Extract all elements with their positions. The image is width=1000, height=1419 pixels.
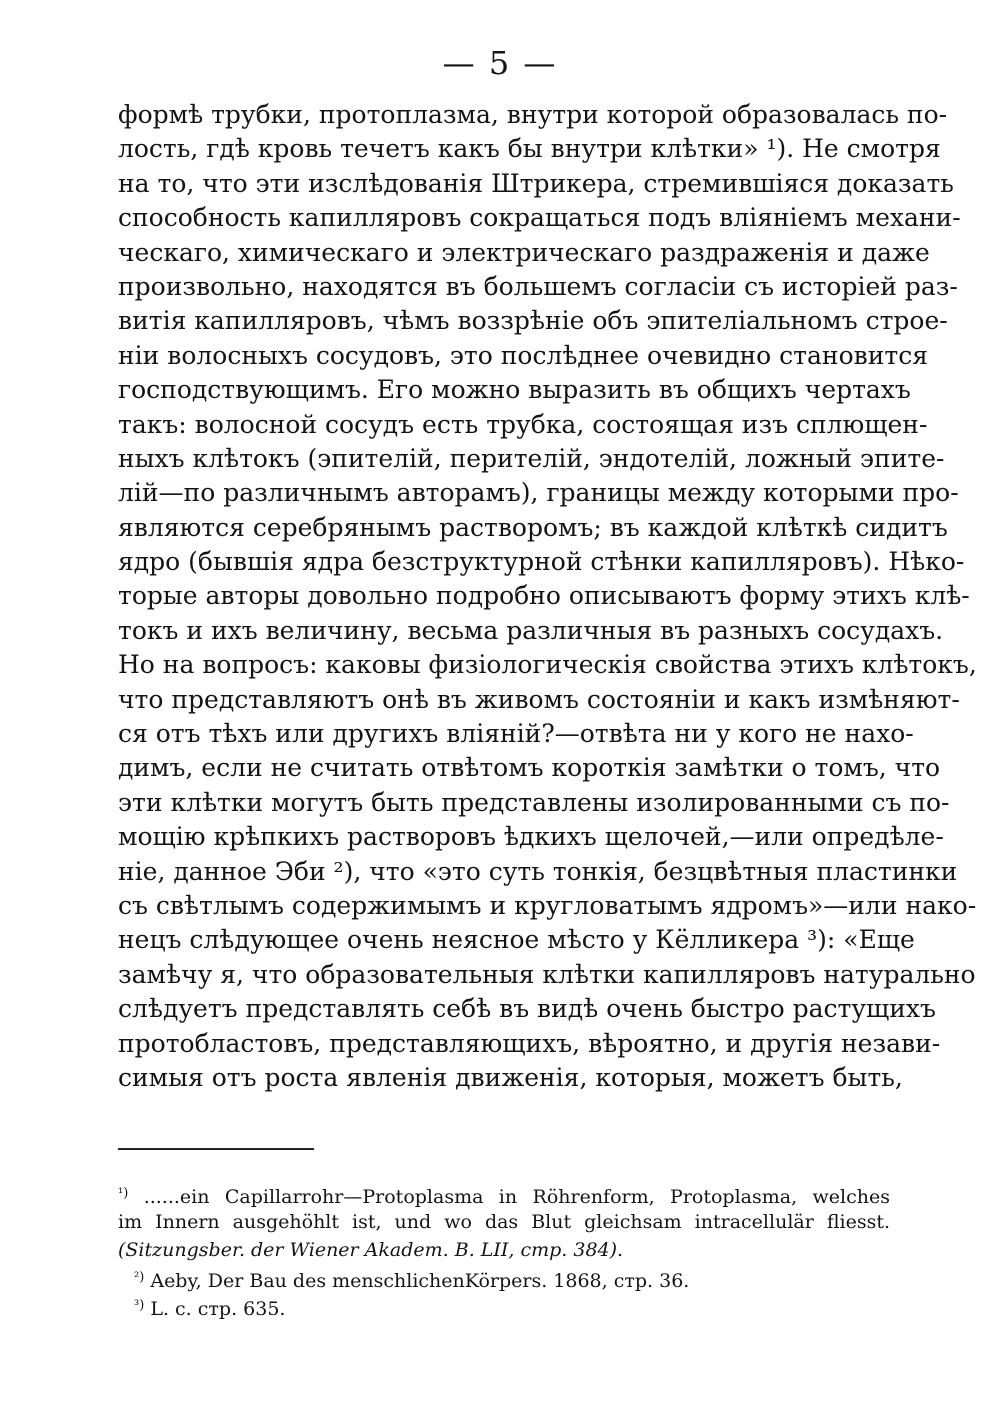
footnote-text: Aeby, Der Bau des menschlichenKörpers. 1868, стр. 36. — [150, 1270, 690, 1292]
footnote-3 — [118, 1292, 890, 1320]
text-line: нецъ слѣдующее очень неясное мѣсто у Кёлликера ³): «Еще — [118, 925, 915, 955]
text-line: токъ и ихъ величину, весьма различныя въ разныхъ сосудахъ. — [118, 615, 944, 645]
text-line: господствующимъ. Его можно выразить въ общихъ чертахъ — [118, 375, 911, 405]
text-line: способность капилляровъ сокращаться подъ вліяніемъ механи- — [118, 203, 961, 233]
footnote-marker: ¹) — [118, 1186, 129, 1201]
footnote-text: L. c. стр. 635. — [150, 1298, 286, 1320]
text-line: эти клѣтки могутъ быть представлены изолированными съ по- — [118, 787, 950, 817]
footnote-1 — [118, 1180, 890, 1208]
text-line: слѣдуетъ представлять себѣ въ видѣ очень быстро растущихъ — [118, 994, 936, 1024]
text-line: торые авторы довольно подробно описываютъ форму этихъ клѣ- — [118, 581, 970, 611]
text-line: съ свѣтлымъ содержимымъ и кругловатымъ ядромъ»—или нако- — [118, 890, 977, 920]
text-line: Но на вопросъ: каковы физіологическія свойства этихъ клѣтокъ, — [118, 650, 977, 680]
footnote-2 — [118, 1264, 890, 1292]
text-line: симыя отъ роста явленія движенія, которыя, можетъ быть, — [118, 1062, 903, 1092]
text-line: протобластовъ, представляющихъ, вѣроятно, и другія незави- — [118, 1028, 941, 1058]
text-line: ніе, данное Эби ²), что «это суть тонкія, безцвѣтныя пластинки — [118, 856, 958, 886]
text-line: что представляютъ онѣ въ живомъ состояніи и какъ измѣняют- — [118, 684, 960, 714]
text-line: формѣ трубки, протоплазма, внутри которой образовалась по- — [118, 100, 948, 129]
body-text — [118, 98, 977, 1095]
footnote-text: ......ein Capillarrohr—Protoplasma in Röhrenform, Protoplasma, welches — [143, 1186, 890, 1208]
text-line: ческаго, химическаго и электрическаго раздраженія и даже — [118, 237, 930, 267]
text-line: ядро (бывшія ядра безструктурной стѣнки капилляровъ). Нѣко- — [118, 547, 965, 577]
footnotes — [118, 1180, 890, 1320]
text-line: димъ, если не считать отвѣтомъ короткія замѣтки о томъ, что — [118, 753, 941, 783]
footnote-divider — [118, 1148, 314, 1150]
text-line: ся отъ тѣхъ или другихъ вліяній?—отвѣта ни у кого не нахо- — [118, 719, 914, 749]
text-line: ніи волосныхъ сосудовъ, это послѣднее очевидно становится — [118, 340, 928, 370]
page-number: — 5 — — [442, 44, 558, 82]
text-line: произвольно, находятся въ большемъ согласіи съ исторіей раз- — [118, 271, 958, 301]
text-line: витія капилляровъ, чѣмъ воззрѣніе объ эпителіальномъ строе- — [118, 306, 948, 336]
text-line: замѣчу я, что образовательныя клѣтки капилляровъ натурально — [118, 959, 976, 989]
footnote-marker: ³) — [134, 1298, 145, 1313]
text-line: такъ: волосной сосудъ есть трубка, состоящая изъ сплющен- — [118, 409, 928, 439]
footnote-1-continued: im Innern ausgehöhlt ist, und wo das Blut gleichsam intracellulär fliesst. — [118, 1211, 890, 1233]
text-line: ныхъ клѣтокъ (эпителій, перителій, эндотелій, ложный эпите- — [118, 443, 945, 473]
footnote-marker: ²) — [134, 1270, 145, 1285]
footnote-1-citation: (Sitzungsber. der Wiener Akadem. B. LII, стр. 384). — [118, 1239, 624, 1261]
text-line: мощію крѣпкихъ растворовъ ѣдкихъ щелочей,—или опредѣле- — [118, 822, 944, 852]
text-line: лость, гдѣ кровь течетъ какъ бы внутри клѣтки» ¹). Не смотря — [118, 134, 941, 164]
text-line: лій—по различнымъ авторамъ), границы между которыми про- — [118, 478, 959, 508]
text-line: на то, что эти изслѣдованія Штрикера, стремившіяся доказать — [118, 168, 954, 198]
text-line: являются серебрянымъ растворомъ; въ каждой клѣткѣ сидитъ — [118, 512, 948, 542]
